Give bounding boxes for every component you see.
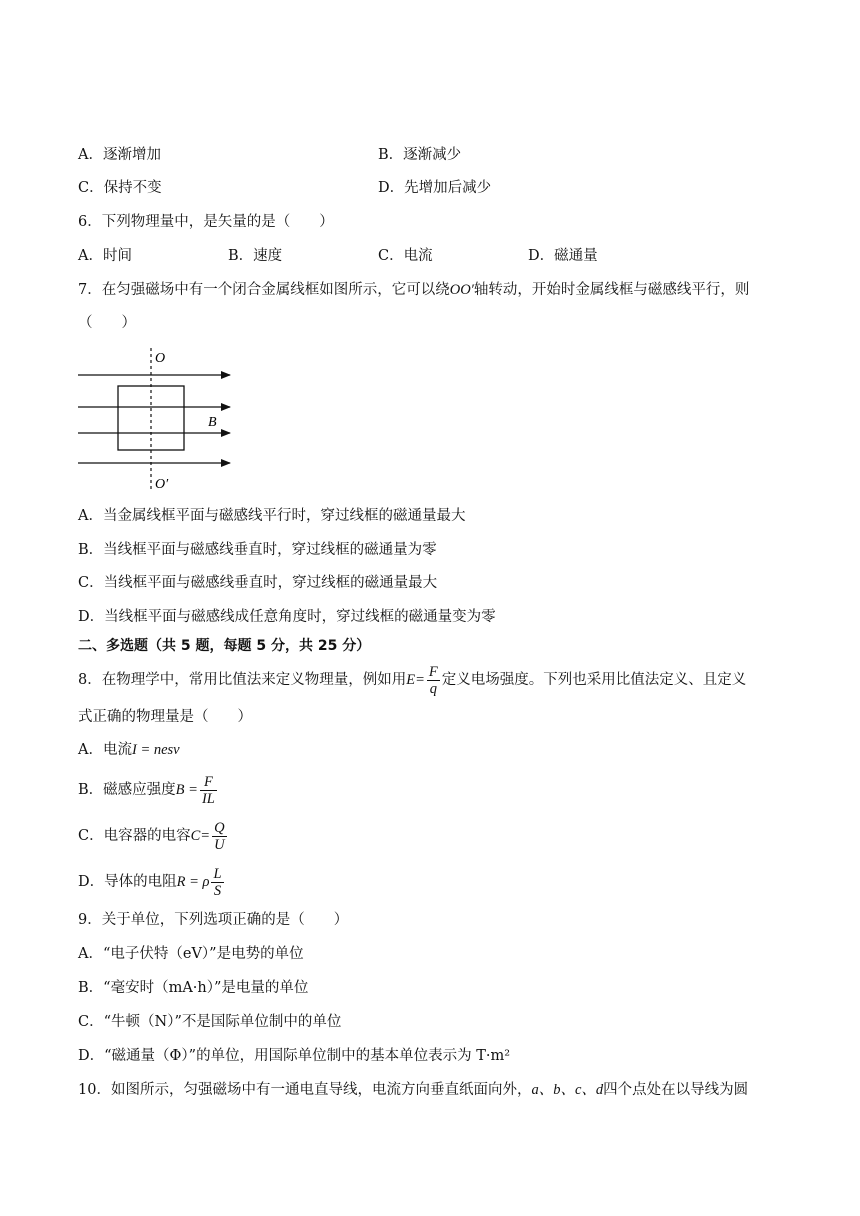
- q8-option-c: [78, 818, 229, 854]
- q8-d-fraction: [211, 866, 223, 899]
- q8-e-den: q: [429, 680, 437, 697]
- q7-figure: [74, 344, 244, 496]
- q10-stem: [78, 1080, 748, 1100]
- q8-d-den: S: [213, 882, 222, 899]
- q7-option-a: A．当金属线框平面与磁感线平行时，穿过线框的磁通量最大: [78, 508, 466, 524]
- q8-option-b: [78, 772, 219, 808]
- q8-e-num: F: [428, 663, 438, 680]
- q7-option-c: C．当线框平面与磁感线垂直时，穿过线框的磁通量最大: [78, 575, 438, 591]
- q8-a-formula: I = nesv: [131, 742, 180, 758]
- label-o: O: [155, 351, 166, 366]
- q6-option-c: C．电流: [378, 248, 433, 264]
- q9-option-c: C．“牛顿（N）”不是国际单位制中的单位: [78, 1014, 342, 1030]
- q7-option-b: B．当线框平面与磁感线垂直时，穿过线框的磁通量为零: [78, 542, 437, 558]
- q9-stem: 9．关于单位，下列选项正确的是（ ）: [78, 912, 349, 928]
- q10-points: a、b、c、d: [531, 1082, 604, 1098]
- q8-e-fraction: [427, 664, 440, 697]
- q8-c-label: C．电容器的电容: [78, 828, 191, 844]
- q7-axis: OO′: [449, 282, 474, 298]
- q8-option-d: [78, 864, 226, 900]
- q8-c-den: U: [214, 836, 225, 853]
- q5-option-a: A．逐渐增加: [78, 147, 161, 163]
- label-o-prime: O′: [155, 477, 169, 492]
- q5-option-d: D．先增加后减少: [378, 180, 492, 196]
- q8-b-num: F: [200, 774, 217, 791]
- q8-c-fraction: [212, 820, 226, 853]
- label-b: B: [208, 415, 217, 430]
- q5-option-b: B．逐渐减少: [378, 147, 462, 163]
- q7-stem-post: 轴转动，开始时金属线框与磁感线平行，则: [473, 282, 750, 298]
- q9-option-b: B．“毫安时（mA·h）”是电量的单位: [78, 980, 309, 996]
- q8-e-lhs: E=: [406, 672, 425, 688]
- q6-option-a: A．时间: [78, 248, 132, 264]
- q8-d-label: D．导体的电阻: [78, 874, 177, 890]
- section-title: 二、多选题（共 5 题，每题 5 分，共 25 分）: [78, 638, 371, 654]
- q7-stem-pre: 7．在匀强磁场中有一个闭合金属线框如图所示，它可以绕: [78, 282, 450, 298]
- q8-c-lhs: C=: [190, 828, 211, 844]
- q6-option-d: D．磁通量: [528, 248, 598, 264]
- q10-stem-post: 四个点处在以导线为圆: [603, 1082, 749, 1098]
- q8-c-num: Q: [214, 819, 225, 836]
- q7-stem: [78, 280, 749, 300]
- q8-stem: [78, 663, 746, 697]
- q8-b-den: IL: [201, 790, 215, 807]
- q8-b-lhs: B =: [175, 782, 198, 798]
- q9-option-a: A．“电子伏特（eV）”是电势的单位: [78, 946, 304, 962]
- q8-b-fraction: [200, 774, 217, 807]
- q8-option-a: [78, 740, 180, 760]
- q9-option-d: D．“磁通量（Φ）”的单位，用国际单位制中的基本单位表示为 T·m²: [78, 1048, 511, 1064]
- q5-option-c: C．保持不变: [78, 180, 162, 196]
- q8-stem-post: 定义电场强度。下列也采用比值法定义、且定义: [441, 672, 747, 688]
- q8-d-num: L: [213, 865, 222, 882]
- q8-b-label: B．磁感应强度: [78, 782, 176, 798]
- q6-stem: 6．下列物理量中，是矢量的是（ ）: [78, 214, 334, 230]
- q6-option-b: B．速度: [228, 248, 283, 264]
- q7-paren: （ ）: [78, 315, 136, 331]
- q8-d-lhs: R = ρ: [176, 874, 210, 890]
- q8-a-label: A．电流: [78, 742, 132, 758]
- q10-stem-pre: 10．如图所示，匀强磁场中有一通电直导线，电流方向垂直纸面向外，: [78, 1082, 532, 1098]
- q7-option-d: D．当线框平面与磁感线成任意角度时，穿过线框的磁通量变为零: [78, 609, 496, 625]
- q8-stem-pre: 8．在物理学中，常用比值法来定义物理量，例如用: [78, 672, 407, 688]
- q8-stem2: 式正确的物理量是（ ）: [78, 709, 252, 725]
